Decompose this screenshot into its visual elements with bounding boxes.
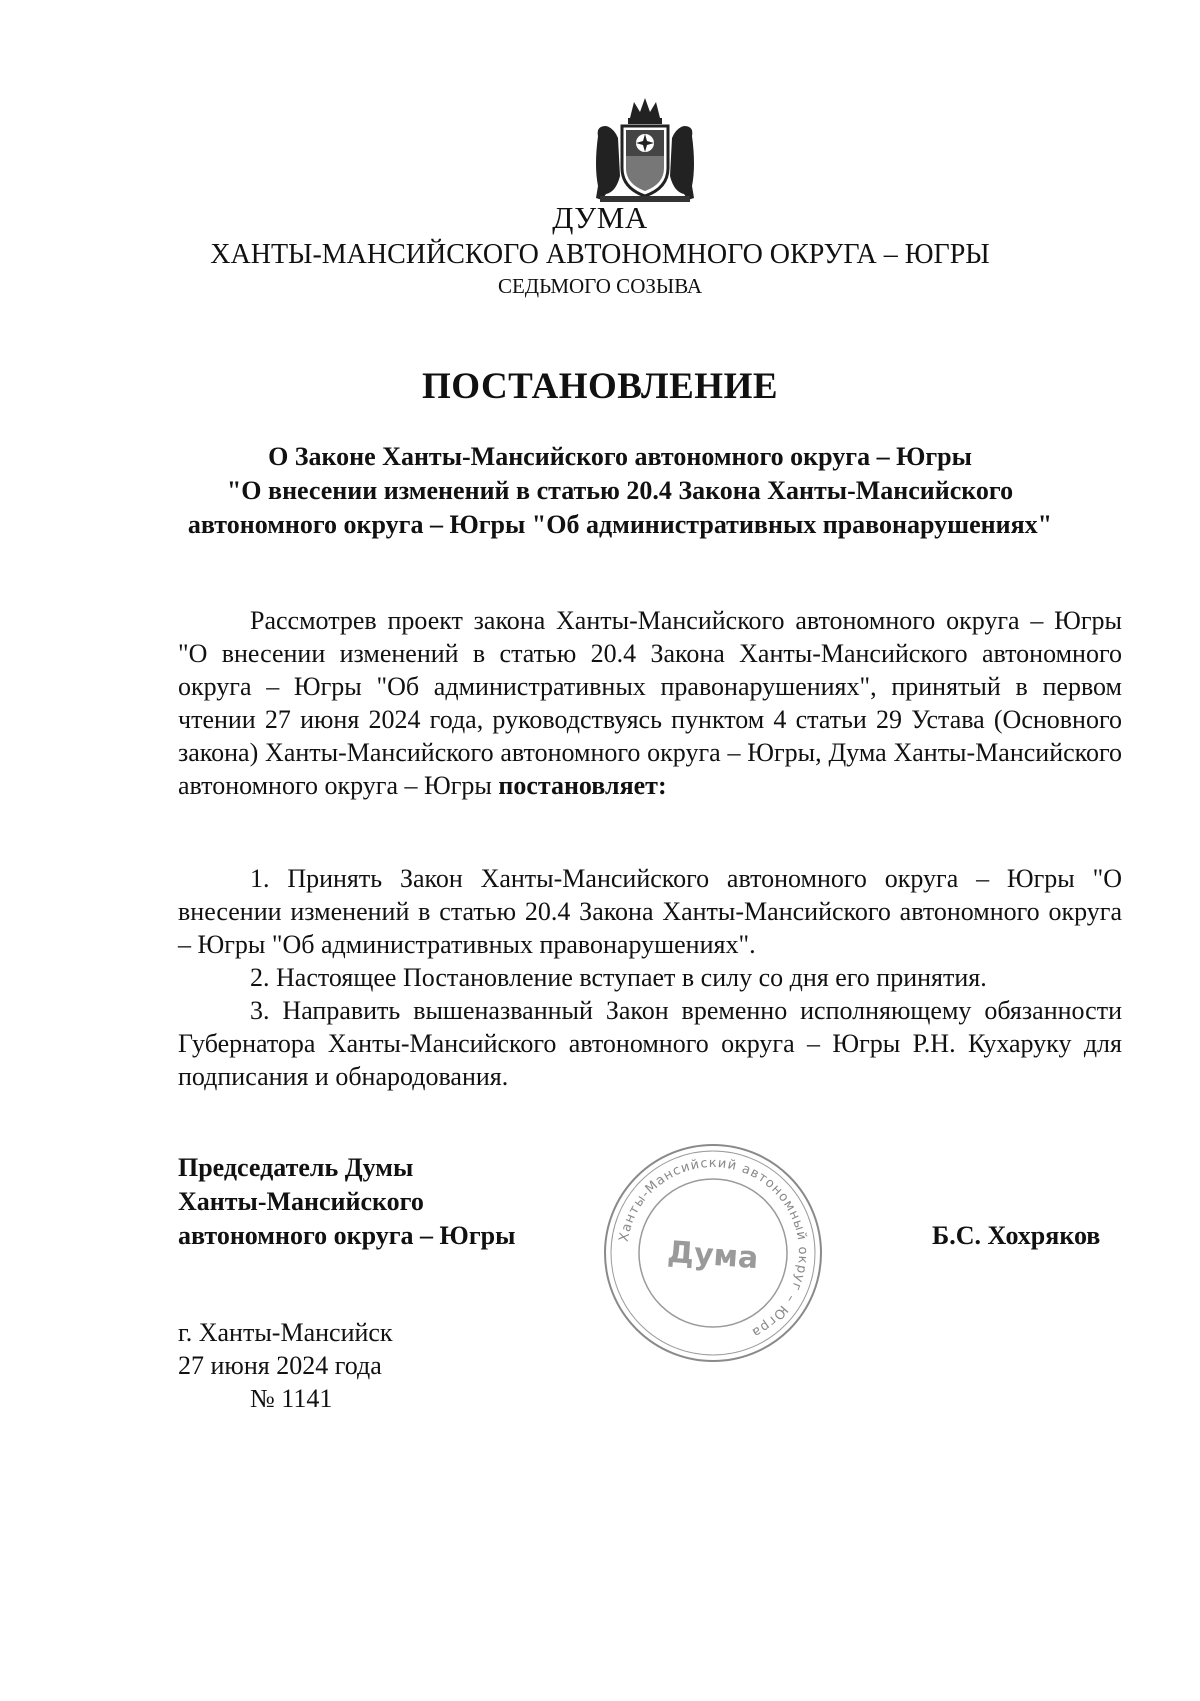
resolution-item: 2. Настоящее Постановление вступает в силу со дня его принятия. (250, 963, 987, 992)
issue-city: г. Ханты-Мансийск (178, 1318, 393, 1347)
intro-text: Рассмотрев проект закона Ханты-Мансийского автономного округа – Югры "О внесении изменений в статью 20.4 Закона Ханты-Мансийского автономного округа – Югры "Об административных правонарушениях", принятый в первом чтении 27 июня 2024 года, руководствуясь пунктом 4 статьи 29 Устава (Основного закона) Ханты-Мансийского автономного округа – Югры, Дума Ханты-Мансийского автономного округа – Югры (178, 606, 1122, 800)
coat-of-arms-icon (592, 96, 698, 206)
resolution-item: 1. Принять Закон Ханты-Мансийского автономного округа – Югры "О внесении изменений в статью 20.4 Закона Ханты-Мансийского автономного округа – Югры "Об административных правонарушениях". (178, 864, 1122, 959)
signatory-title-line: автономного округа – Югры (178, 1221, 516, 1250)
stamp-ring-text: Ханты-Мансийский автономный округ – Югра (616, 1155, 811, 1341)
subject-line: О Законе Ханты-Мансийского автономного округа – Югры (268, 442, 972, 471)
intro-paragraph (178, 604, 1122, 802)
region-name: ХАНТЫ-МАНСИЙСКОГО АВТОНОМНОГО ОКРУГА – ЮГРЫ (210, 239, 990, 270)
official-stamp (598, 1138, 828, 1368)
signatory-title (178, 1151, 515, 1253)
signatory-title-line: Ханты-Мансийского (178, 1187, 424, 1216)
document-type: ПОСТАНОВЛЕНИЕ (421, 366, 779, 407)
document-number: № 1141 (250, 1384, 333, 1413)
decides-label: постановляет: (498, 771, 667, 800)
document-subject (160, 440, 1080, 542)
signatory-name: Б.С. Хохряков (932, 1221, 1101, 1250)
resolution-item: 3. Направить вышеназванный Закон временно исполняющему обязанности Губернатора Ханты-Мансийского автономного округа – Югры Р.Н. Кухаруку для подписания и обнародования. (178, 996, 1122, 1091)
document-footer (178, 1316, 393, 1415)
subject-line: "О внесении изменений в статью 20.4 Закона Ханты-Мансийского (226, 476, 1014, 505)
convocation: СЕДЬМОГО СОЗЫВА (497, 274, 703, 298)
signatory-title-line: Председатель Думы (178, 1153, 414, 1182)
issue-date: 27 июня 2024 года (178, 1351, 382, 1380)
stamp-center-text: Дума (666, 1234, 760, 1277)
subject-line: автономного округа – Югры "Об административных правонарушениях" (187, 510, 1053, 539)
organization-name: ДУМА (552, 200, 648, 235)
resolution-items (178, 862, 1122, 1093)
